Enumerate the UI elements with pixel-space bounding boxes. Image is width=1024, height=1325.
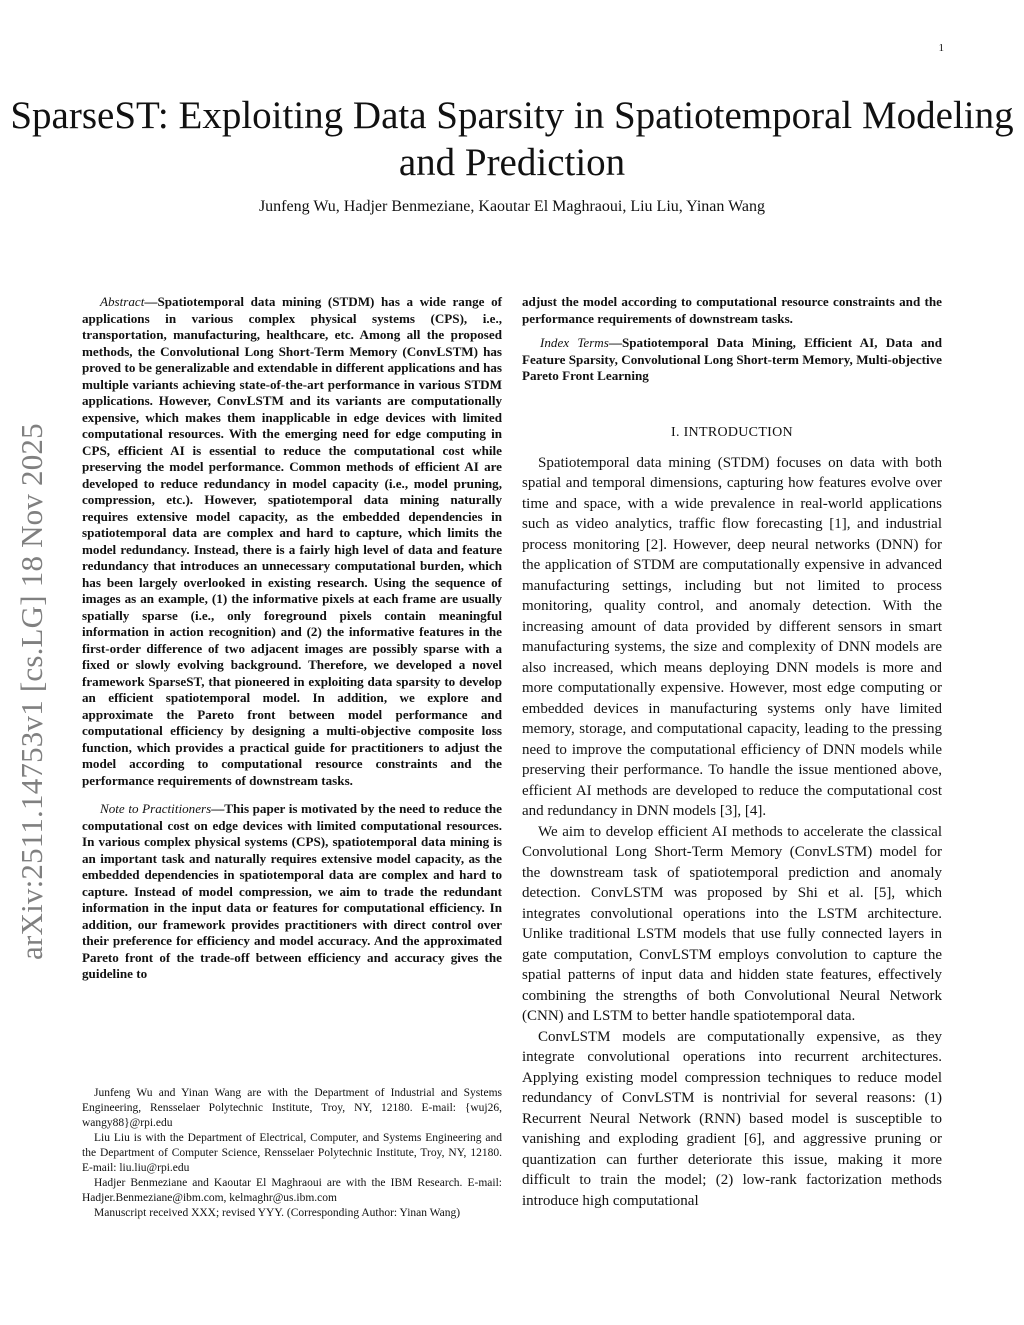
section-heading-introduction: I. INTRODUCTION bbox=[671, 424, 793, 440]
intro-paragraph: Spatiotemporal data mining (STDM) focuses on data with both spatial and temporal dimensions, capturing how features evolve over time and space, with a wide prevalence in real-world applications such as video analytics, traffic flow forecasting [1], and industrial process monitoring [2]. However, deep neural networks (DNN) for the application of STDM are computationally expensive in advanced manufacturing settings, including but not limited to process monitoring, quality control, and anomaly detection. With the increasing amount of data provided by different sensors in smart manufacturing systems, the size and complexity of DNN models are also increased, which means deploying DNN models is more and more computationally expensive. However, most edge computing or embedded devices in manufacturing systems only have limited memory, storage, and computational capacity, leading to the pressing need to improve the computational efficiency of DNN models while preserving their performance. To handle the issue mentioned above, efficient AI methods are developed to reduce the computational cost and redundancy in DNN models [3], [4]. bbox=[522, 454, 942, 819]
paper-title: SparseST: Exploiting Data Sparsity in Spatiotemporal Modeling and Prediction bbox=[10, 94, 1014, 184]
left-column bbox=[82, 294, 502, 983]
abstract bbox=[82, 294, 502, 789]
abstract-text: —Spatiotemporal data mining (STDM) has a wide range of applications in various complex physical systems (CPS), i.e., transportation, manufacturing, healthcare, etc. Among all the proposed methods, the Convolutional Long Short-Term Memory (ConvLSTM) has proved to be generalizable and extendable in different applications and has multiple variants achieving state-of-the-art performance in various STDM applications. However, ConvLSTM and its variants are computationally expensive, which makes them inapplicable in edge devices with limited computational resources. With the emerging need for edge computing in CPS, efficient AI is essential to reduce the computational cost while preserving the model performance. Common methods of efficient AI are developed to reduce redundancy in model capacity (i.e., model pruning, compression, etc.). However, spatiotemporal data mining naturally requires extensive model capacity, as the embedded dependencies in spatiotemporal data are complex and hard to capture, which limits the model redundancy. Instead, there is a fairly high level of data and feature redundancy that introduces an unnecessary computational burden, which has been largely overlooked in existing research. Using the sequence of images as an example, (1) the informative pixels at each frame are usually spatially sparse (i.e., only foreground pixels contain meaningful information in action recognition) and (2) the informative features in the first-order difference of two adjacent images are possibly sparse with a fixed or slowly evolving background. Therefore, we developed a novel framework SparseST, that pioneered in exploiting data sparsity to develop an efficient spatiotemporal model. In addition, we explore and approximate the Pareto front between model performance and computational efficiency by designing a multi-objective composite loss function, which provides a practical guide for practitioners to adjust the model according to computational resource constraints and the performance requirements of downstream tasks. bbox=[82, 294, 502, 788]
index-terms bbox=[522, 335, 942, 385]
right-column bbox=[522, 294, 942, 1211]
footnotes bbox=[82, 1086, 502, 1221]
footnote: Junfeng Wu and Yinan Wang are with the Department of Industrial and Systems Engineering, Rensselaer Polytechnic Institute, Troy, NY, 12180. E-mail: {wuj26, wangy88}@rpi.edu bbox=[82, 1087, 502, 1129]
note-to-practitioners bbox=[82, 801, 502, 983]
abstract-continuation-block bbox=[522, 294, 942, 327]
arxiv-identifier-stamp: arXiv:2511.14753v1 [cs.LG] 18 Nov 2025 bbox=[14, 423, 49, 960]
author-list: Junfeng Wu, Hadjer Benmeziane, Kaoutar El Maghraoui, Liu Liu, Yinan Wang bbox=[258, 198, 766, 215]
footnote: Liu Liu is with the Department of Electrical, Computer, and Systems Engineering and the Department of Computer Science, Rensselaer Polytechnic Institute, Troy, NY, 12180. E-mail: liu.liu@rpi.edu bbox=[82, 1132, 502, 1174]
index-terms-label: Index Terms bbox=[540, 335, 609, 350]
intro-paragraph: ConvLSTM models are computationally expensive, as they integrate convolutional operations into recurrent architectures. Applying existing model compression techniques to reduce model redundancy of ConvLSTM is nontrivial for several reasons: (1) Recurrent Neural Network (RNN) based model is susceptible to vanishing and exploding gradient [6], and aggressive pruning or quantization can further deteriorate this issue, making it more difficult to train the model; (2) low-rank factorization methods introduce high computational bbox=[522, 1028, 942, 1209]
footnote: Hadjer Benmeziane and Kaoutar El Maghraoui are with the IBM Research. E-mail: Hadjer.Benmeziane@ibm.com, kelmaghr@us.ibm.com bbox=[82, 1177, 502, 1204]
note-text: —This paper is motivated by the need to reduce the computational cost on edge devices with limited computational resources. In various complex physical systems (CPS), spatiotemporal data mining is an important task and naturally requires extensive model capacity, as the embedded dependencies in spatiotemporal data are complex and hard to capture. Instead of model compression, we aim to trade the redundant information in the input data or features for computational efficiency. In addition, our framework provides practitioners with direct control over their preference for efficiency and model accuracy. And the approximated Pareto front of the trade-off between efficiency and accuracy gives the guideline to bbox=[82, 801, 502, 981]
page-number: 1 bbox=[938, 42, 944, 54]
footnote: Manuscript received XXX; revised YYY. (Corresponding Author: Yinan Wang) bbox=[94, 1207, 461, 1219]
index-terms-text: —Spatiotemporal Data Mining, Efficient AI, Data and Feature Sparsity, Convolutional Long Short-term Memory, Multi-objective Pareto Front Learning bbox=[522, 335, 943, 383]
abstract-label: Abstract bbox=[100, 294, 145, 309]
note-label: Note to Practitioners bbox=[100, 801, 212, 816]
abstract-continuation: adjust the model according to computational resource constraints and the performance requirements of downstream tasks. bbox=[522, 294, 942, 326]
introduction-body bbox=[522, 453, 942, 1212]
intro-paragraph: We aim to develop efficient AI methods to accelerate the classical Convolutional Long Short-Term Memory (ConvLSTM) model for the downstream task of spatiotemporal prediction and anomaly detection. ConvLSTM was proposed by Shi et al. [5], which integrates convolutional operations into the LSTM architecture. Unlike traditional LSTM models that use fully connected layers in gate computation, ConvLSTM employs convolution to capture the spatial patterns of input data and hidden state features, effectively combining the strengths of both Convolutional Neural Network (CNN) and LSTM to better handle spatiotemporal data. bbox=[522, 823, 942, 1024]
